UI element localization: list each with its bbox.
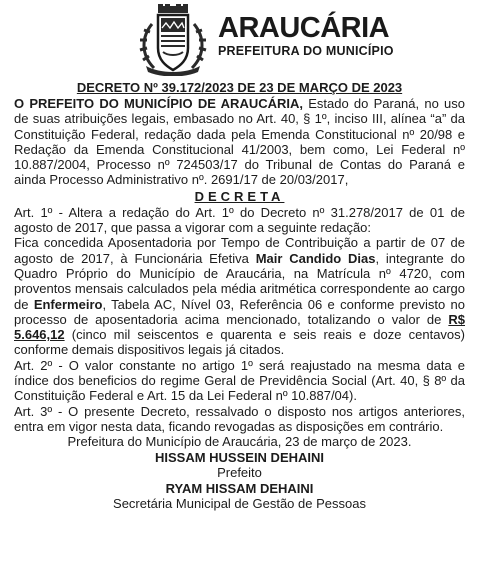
signer-1-role: Prefeito xyxy=(217,465,262,481)
signer-1-name: HISSAM HUSSEIN DEHAINI xyxy=(154,449,325,465)
article-1-body xyxy=(14,235,465,357)
preamble-text: Estado do Paraná, no uso de suas atribuições legais, embasado no Art. 40, § 1º, inciso III, alínea “a” da Constituição Federal, redação dada pela Emenda Constitucional nº 20/98 e Redação da Emenda Constitucional 41/2003, bem como, Lei Federal nº 10.887/2004, Processo nº 724503/17 do Tribunal de Contas do Paraná e ainda Processo Administrativo nº. 2691/17 de 20/03/2017, xyxy=(14,96,465,188)
preamble xyxy=(14,96,465,188)
header xyxy=(14,0,465,80)
article-1-text-b: , integrante do Quadro Próprio do Município de Araucária, na Matrícula nº 4720, com proventos mensais calculados pela média aritmética correspondente ao cargo de xyxy=(14,250,465,312)
position-name: Enfermeiro xyxy=(33,296,103,312)
article-3: Art. 3º - O presente Decreto, ressalvado o disposto nos artigos anteriores, entra em vigor nesta data, ficando revogadas as disposições em contrário. xyxy=(14,403,465,434)
decreta-heading: DECRETA xyxy=(194,188,285,204)
place-date: Prefeitura do Município de Araucária, 23 de março de 2023. xyxy=(67,434,412,450)
brand-subtitle: PREFEITURA DO MUNICÍPIO xyxy=(218,44,394,58)
article-2: Art. 2º - O valor constante no artigo 1º será reajustado na mesma data e índice dos beneficios do regime Geral de Previdência Social (Art. 40, § 8º da Constituição Federal e Art. 15 da Lei Federal nº 10.887/04). xyxy=(14,357,465,404)
preamble-bold: O PREFEITO DO MUNICÍPIO DE ARAUCÁRIA, xyxy=(14,96,303,111)
article-1-text-a: Fica concedida Aposentadoria por Tempo de Contribuição a partir de 07 de agosto de 2017, à Funcionária Efetiva xyxy=(14,235,465,266)
article-1-text-d: (cinco mil seiscentos e quarenta e seis reais e doze centavos) conforme demais dispositivos legais já citados. xyxy=(14,327,465,358)
municipal-coat-of-arms-icon xyxy=(132,4,214,76)
decree-title: DECRETO Nº 39.172/2023 DE 23 DE MARÇO DE 2023 xyxy=(76,80,403,95)
brand-name: ARAUCÁRIA xyxy=(218,12,390,44)
signer-2-name: RYAM HISSAM DEHAINI xyxy=(165,480,314,496)
signer-2-role: Secretária Municipal de Gestão de Pessoas xyxy=(113,496,366,512)
brand-block xyxy=(218,14,394,58)
article-1-intro: Art. 1º - Altera a redação do Art. 1º do Decreto nº 31.278/2017 de 01 de agosto de 2017, que passa a vigorar com a seguinte redação: xyxy=(14,204,465,236)
amount-value: R$ 5.646,12 xyxy=(14,311,465,343)
article-1-text-c: , Tabela AC, Nível 03, Referência 06 e conforme previsto no processo de aposentadoria acima mencionado, totalizando o valor de xyxy=(14,296,465,327)
employee-name: Mair Candido Dias xyxy=(255,250,376,266)
